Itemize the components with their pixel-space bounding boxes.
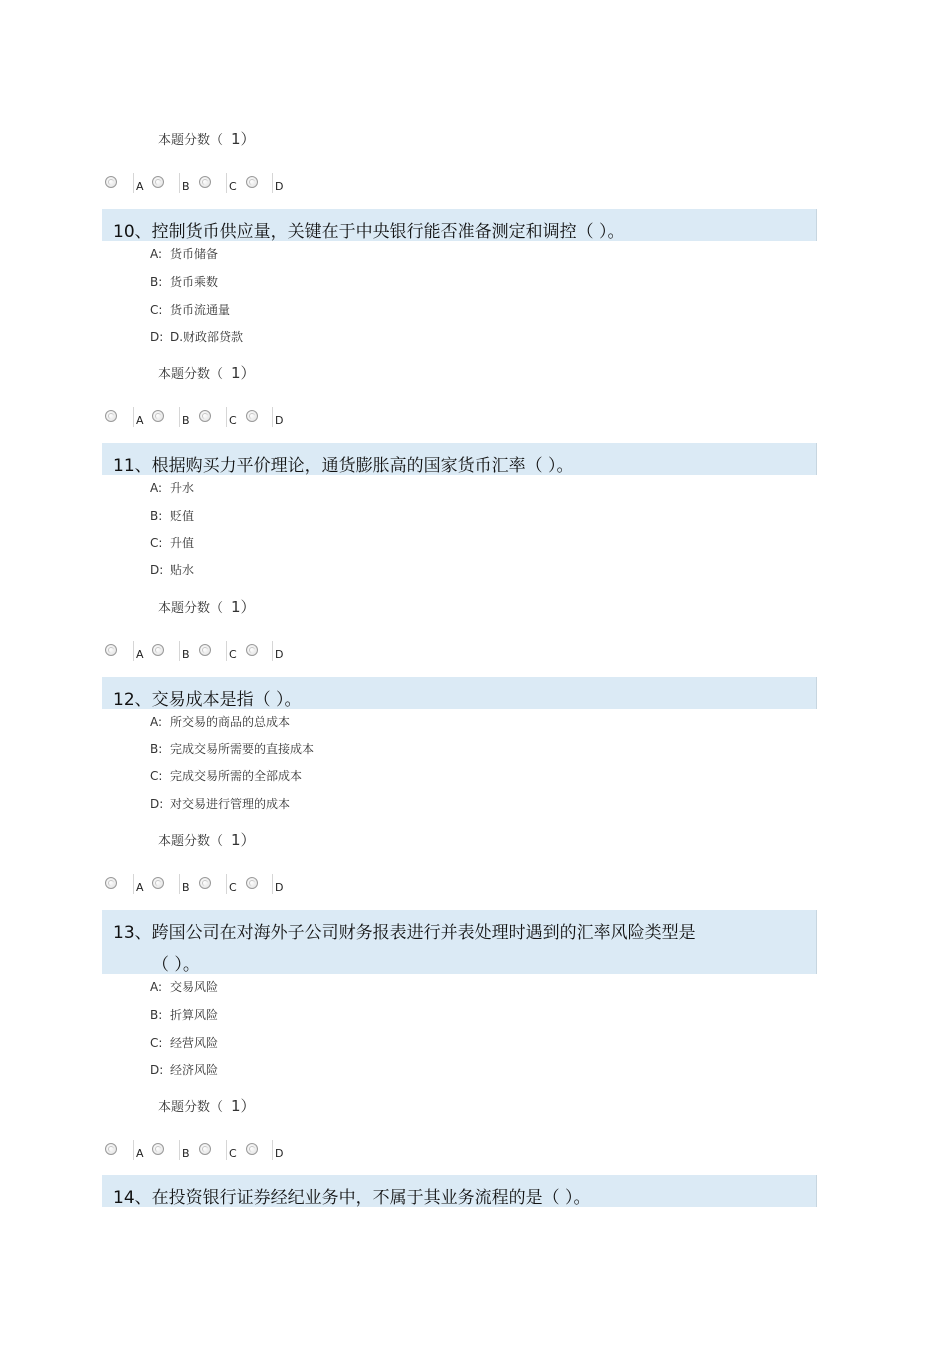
radio-choice-d[interactable] bbox=[246, 1143, 258, 1155]
answer-choices-prev bbox=[104, 173, 294, 197]
question-header-14 bbox=[102, 1175, 817, 1207]
question-title-11: 11、根据购买力平价理论，通货膨胀高的国家货币汇率（ ）。 bbox=[113, 456, 574, 476]
question-score-11: 本题分数（ 1） bbox=[158, 598, 256, 616]
question-header-13 bbox=[102, 910, 817, 974]
answer-choices-10: A B C D bbox=[104, 407, 294, 431]
radio-choice-d[interactable] bbox=[246, 176, 258, 188]
question-title-14: 14、在投资银行证券经纪业务中，不属于其业务流程的是（ ）。 bbox=[113, 1188, 591, 1208]
option-b[interactable]: B: 贬值 bbox=[150, 509, 195, 523]
question-header-10 bbox=[102, 209, 817, 241]
option-b[interactable]: B: 货币乘数 bbox=[150, 275, 219, 289]
option-c[interactable]: C: 经营风险 bbox=[150, 1036, 219, 1050]
score-value: 1） bbox=[231, 130, 256, 148]
score-label: 本题分数（ bbox=[158, 133, 224, 148]
answer-choices-12: A B C D bbox=[104, 874, 294, 898]
radio-choice-a[interactable] bbox=[105, 1143, 117, 1155]
question-title-12: 12、交易成本是指（ ）。 bbox=[113, 690, 302, 710]
question-score-13: 本题分数（ 1） bbox=[158, 1097, 256, 1115]
radio-choice-a[interactable] bbox=[105, 410, 117, 422]
question-title-10: 10、控制货币供应量，关键在于中央银行能否准备测定和调控（ ）。 bbox=[113, 222, 625, 242]
option-d[interactable]: D: 经济风险 bbox=[150, 1063, 219, 1077]
radio-choice-c[interactable] bbox=[199, 644, 211, 656]
option-c[interactable]: C: 升值 bbox=[150, 536, 195, 550]
choice-label-a: A bbox=[136, 180, 144, 193]
question-score-12: 本题分数（ 1） bbox=[158, 831, 256, 849]
radio-choice-d[interactable] bbox=[246, 644, 258, 656]
question-header-12 bbox=[102, 677, 817, 709]
answer-choices-11: A B C D bbox=[104, 641, 294, 665]
choice-label-c: C bbox=[229, 180, 237, 193]
option-a[interactable]: A: 交易风险 bbox=[150, 980, 219, 994]
choice-label-b: B bbox=[182, 180, 190, 193]
option-c[interactable]: C: 完成交易所需的全部成本 bbox=[150, 769, 303, 783]
radio-choice-b[interactable] bbox=[152, 877, 164, 889]
option-c[interactable]: C: 货币流通量 bbox=[150, 303, 231, 317]
radio-choice-c[interactable] bbox=[199, 410, 211, 422]
radio-choice-a[interactable] bbox=[105, 644, 117, 656]
question-header-11 bbox=[102, 443, 817, 475]
radio-choice-b[interactable] bbox=[152, 1143, 164, 1155]
option-b[interactable]: B: 折算风险 bbox=[150, 1008, 219, 1022]
question-title-13-line2: （ ）。 bbox=[152, 955, 200, 975]
answer-choices-13: A B C D bbox=[104, 1140, 294, 1164]
choice-label-d: D bbox=[275, 180, 284, 193]
radio-choice-d[interactable] bbox=[246, 877, 258, 889]
option-d[interactable]: D: 贴水 bbox=[150, 563, 195, 577]
radio-choice-b[interactable] bbox=[152, 410, 164, 422]
option-d[interactable]: D: 对交易进行管理的成本 bbox=[150, 797, 291, 811]
radio-choice-b[interactable] bbox=[152, 644, 164, 656]
question-score-10: 本题分数（ 1） bbox=[158, 364, 256, 382]
radio-choice-c[interactable] bbox=[199, 1143, 211, 1155]
option-a[interactable]: A: 所交易的商品的总成本 bbox=[150, 715, 291, 729]
radio-choice-c[interactable] bbox=[199, 877, 211, 889]
radio-choice-c[interactable] bbox=[199, 176, 211, 188]
option-a[interactable]: A: 升水 bbox=[150, 481, 195, 495]
radio-choice-a[interactable] bbox=[105, 176, 117, 188]
radio-choice-a[interactable] bbox=[105, 877, 117, 889]
question-score-prev bbox=[158, 128, 256, 149]
option-a[interactable]: A: 货币储备 bbox=[150, 247, 219, 261]
radio-choice-b[interactable] bbox=[152, 176, 164, 188]
radio-choice-d[interactable] bbox=[246, 410, 258, 422]
option-d[interactable]: D: D.财政部贷款 bbox=[150, 330, 244, 344]
question-title-13: 13、跨国公司在对海外子公司财务报表进行并表处理时遇到的汇率风险类型是 bbox=[113, 923, 696, 943]
option-b[interactable]: B: 完成交易所需要的直接成本 bbox=[150, 742, 315, 756]
